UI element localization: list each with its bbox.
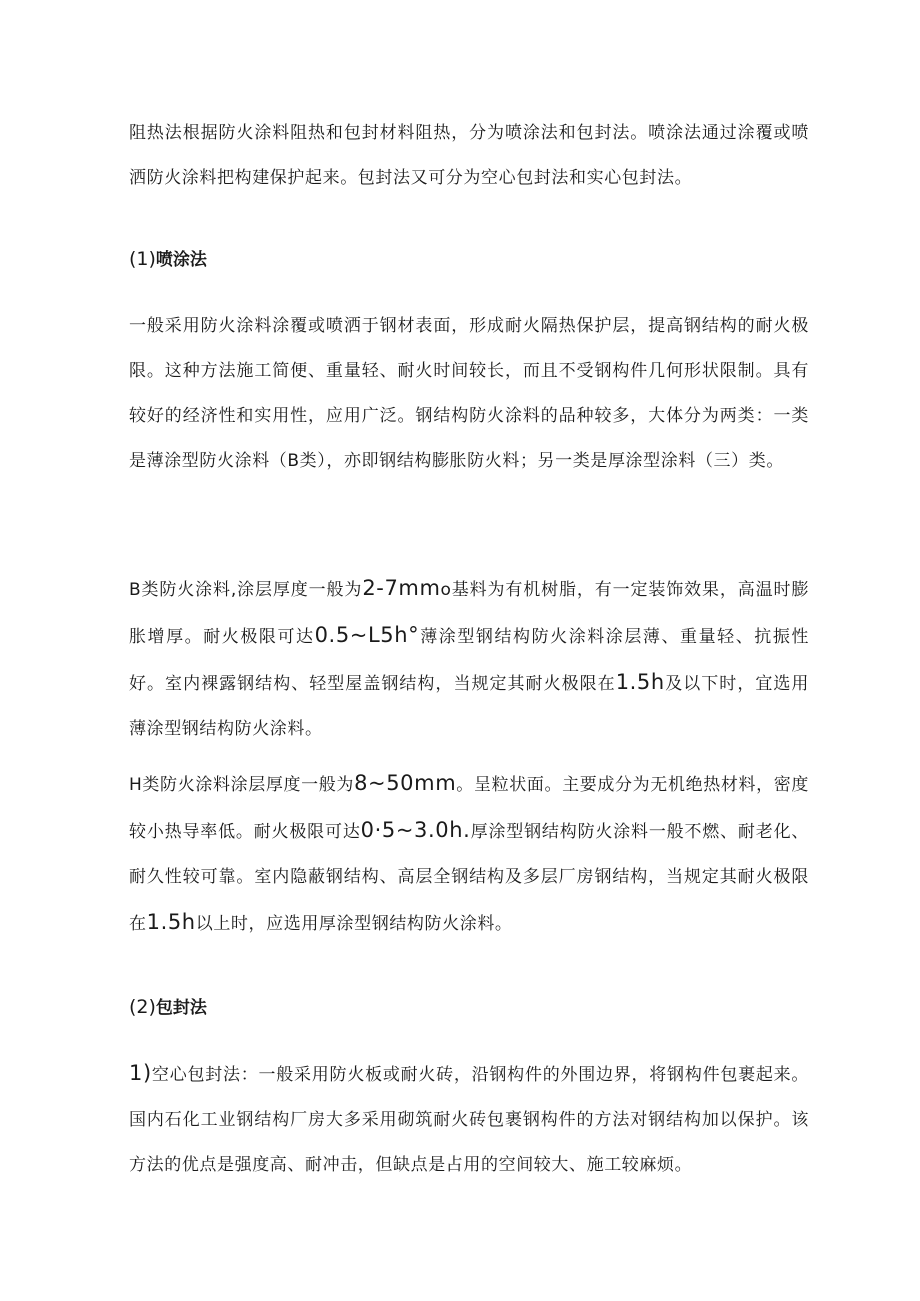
intro-paragraph: 阻热法根据防火涂料阻热和包封材料阻热，分为喷涂法和包封法。喷涂法通过涂覆或喷洒防火涂料把构建保护起来。包封法又可分为空心包封法和实心包封法。: [129, 123, 809, 188]
b-type-text-4: 及以下时，宜选用薄涂型钢结构防火涂料。: [129, 674, 809, 739]
section-heading-spray: [129, 244, 207, 275]
hollow-encase-text: 空心包封法：一般采用防火板或耐火砖，沿钢构件的外围边界，将钢构件包裹起来。国内石化工业钢结构厂房大多采用砌筑耐火砖包裹钢构件的方法对钢结构加以保护。该方法的优点是强度高、耐冲击，但缺点是占用的空间较大、施工较麻烦。: [129, 1065, 809, 1175]
b-type-text-3: 薄涂型钢结构防火涂料涂层薄、重量轻、抗振性好。室内裸露钢结构、轻型屋盖钢结构，当规定其耐火极限在: [129, 627, 809, 694]
h-type-thickness-value: 8~50mm: [354, 771, 457, 795]
b-type-paragraph: [129, 566, 809, 752]
h-type-fire-limit-value: 0·5~3.0h.: [360, 818, 471, 842]
h-type-text-4: 以上时，应选用厚涂型钢结构防火涂料。: [195, 914, 513, 934]
h-type-limit-threshold: 1.5h: [146, 910, 196, 934]
b-type-text-1: B类防火涂料,涂层厚度一般为: [129, 580, 363, 600]
b-type-text-2: o基料为有机树脂，有一定装饰效果，高温时膨胀增厚。耐火极限可达: [129, 580, 810, 647]
b-type-thickness-value: 2-7mm: [362, 576, 441, 600]
b-type-limit-threshold: 1.5h: [615, 670, 665, 694]
b-type-fire-limit-value: 0.5~L5h°: [314, 623, 420, 647]
section-number: (2): [129, 996, 156, 1018]
h-type-text-2: 。呈粒状面。主要成分为无机绝热材料，密度较小热导率低。耐火极限可达: [129, 775, 809, 842]
h-type-text-1: H类防火涂料涂层厚度一般为: [129, 775, 355, 795]
section-title: 喷涂法: [155, 250, 207, 270]
section-number: (1): [129, 248, 156, 270]
h-type-text-3: 厚涂型钢结构防火涂料一般不燃、耐老化、耐久性较可靠。室内隐蔽钢结构、高层全钢结构及多层厂房钢结构，当规定其耐火极限在: [129, 822, 809, 934]
item-number: 1): [129, 1061, 152, 1085]
section-title: 包封法: [155, 998, 207, 1018]
spray-method-paragraph: 一般采用防火涂料涂覆或喷洒于钢材表面，形成耐火隔热保护层，提高钢结构的耐火极限。这种方法施工简便、重量轻、耐火时间较长，而且不受钢构件几何形状限制。具有较好的经济性和实用性，应用广泛。钢结构防火涂料的品种较多，大体分为两类：一类是薄涂型防火涂料（B类），亦即钢结构膨胀防火料；另一类是厚涂型涂料（三）类。: [129, 316, 809, 471]
hollow-encase-paragraph: [129, 1051, 809, 1188]
section-heading-encase: [129, 992, 207, 1023]
h-type-paragraph: [129, 761, 809, 947]
